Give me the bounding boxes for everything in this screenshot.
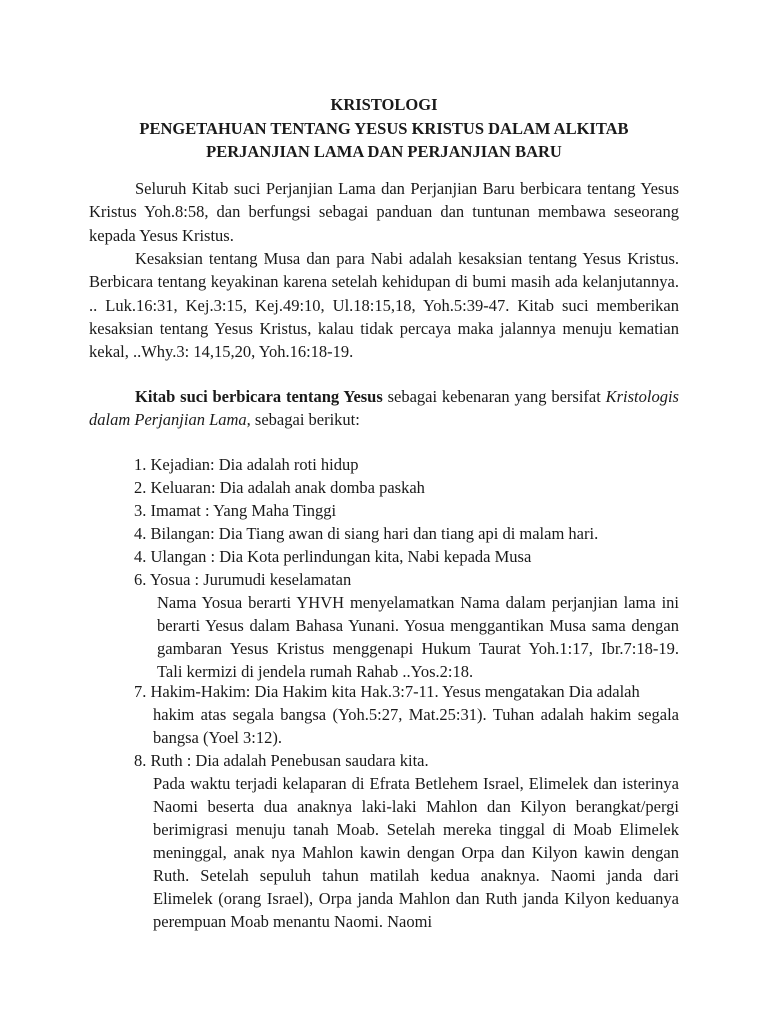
list-item-5: 4. Ulangan : Dia Kota perlindungan kita, Nabi kepada Musa bbox=[134, 547, 532, 566]
list-item-6-detail: Nama Yosua berarti YHVH menyelamatkan Nama dalam perjanjian lama ini berarti Yesus dalam Bahasa Yunani. Yosua menggantikan Musa sama dengan gambaran Yesus Kristus menggenapi Hukum Taurat Yoh.1:17, Ibr.7:18-19. Tali kermizi di jendela rumah Rahab ..Yos.2:18. bbox=[157, 593, 679, 681]
list-item-1: 1. Kejadian: Dia adalah roti hidup bbox=[134, 455, 359, 474]
list-item-7: 7. Hakim-Hakim: Dia Hakim kita Hak.3:7-11. Yesus mengatakan Dia adalah bbox=[134, 682, 640, 701]
paragraph-2: Kesaksian tentang Musa dan para Nabi adalah kesaksian tentang Yesus Kristus. Berbicara tentang keyakinan karena setelah kehidupan di bumi masih ada kelanjutannya. .. Luk.16:31, Kej.3:15, Kej.49:10, Ul.18:15,18, Yoh.5:39-47. Kitab suci memberikan kesaksian tentang Yesus Kristus, kalau tidak percaya maka jalannya menuju kematian kekal, ..Why.3: 14,15,20, Yoh.16:18-19. bbox=[89, 249, 679, 362]
document-title: KRISTOLOGI bbox=[330, 95, 438, 114]
document-subtitle-line-1: PENGETAHUAN TENTANG YESUS KRISTUS DALAM ALKITAB bbox=[139, 119, 629, 138]
paragraph-3-text: sebagai kebenaran yang bersifat bbox=[382, 387, 606, 406]
paragraph-3-italic: Kristologis dalam Perjanjian Lama bbox=[89, 387, 679, 430]
paragraph-3-bold: Kitab suci berbicara tentang Yesus bbox=[135, 387, 383, 406]
paragraph-3 bbox=[89, 385, 679, 432]
list-item-6: 6. Yosua : Jurumudi keselamatan bbox=[134, 570, 352, 589]
list-item-2: 2. Keluaran: Dia adalah anak domba paskah bbox=[134, 478, 425, 497]
document-subtitle-line-2: PERJANJIAN LAMA DAN PERJANJIAN BARU bbox=[206, 142, 562, 161]
list-item-8-detail: Pada waktu terjadi kelaparan di Efrata Betlehem Israel, Elimelek dan isterinya Naomi beserta dua anaknya laki-laki Mahlon dan Kilyon berangkat/pergi berimigrasi menuju tanah Moab. Setelah mereka tinggal di Moab Elimelek meninggal, anak nya Mahlon kawin dengan Orpa dan Kilyon kawin dengan Ruth. Setelah sepuluh tahun matilah kedua anaknya. Naomi janda dari Elimelek (orang Israel), Orpa janda Mahlon dan Ruth janda Kilyon keduanya perempuan Moab menantu Naomi. Naomi bbox=[153, 774, 679, 931]
paragraph-1: Seluruh Kitab suci Perjanjian Lama dan Perjanjian Baru berbicara tentang Yesus Kristus Yoh.8:58, dan berfungsi sebagai panduan dan tuntunan membawa seseorang kepada Yesus Kristus. bbox=[89, 179, 679, 245]
list-item-7-detail: hakim atas segala bangsa (Yoh.5:27, Mat.25:31). Tuhan adalah hakim segala bangsa (Yoel 3:12). bbox=[153, 705, 679, 747]
list-item-4: 4. Bilangan: Dia Tiang awan di siang hari dan tiang api di malam hari. bbox=[134, 524, 599, 543]
list-item-8: 8. Ruth : Dia adalah Penebusan saudara kita. bbox=[134, 751, 429, 770]
list-item-3: 3. Imamat : Yang Maha Tinggi bbox=[134, 501, 337, 520]
paragraph-3-end: , sebagai berikut: bbox=[246, 410, 360, 430]
